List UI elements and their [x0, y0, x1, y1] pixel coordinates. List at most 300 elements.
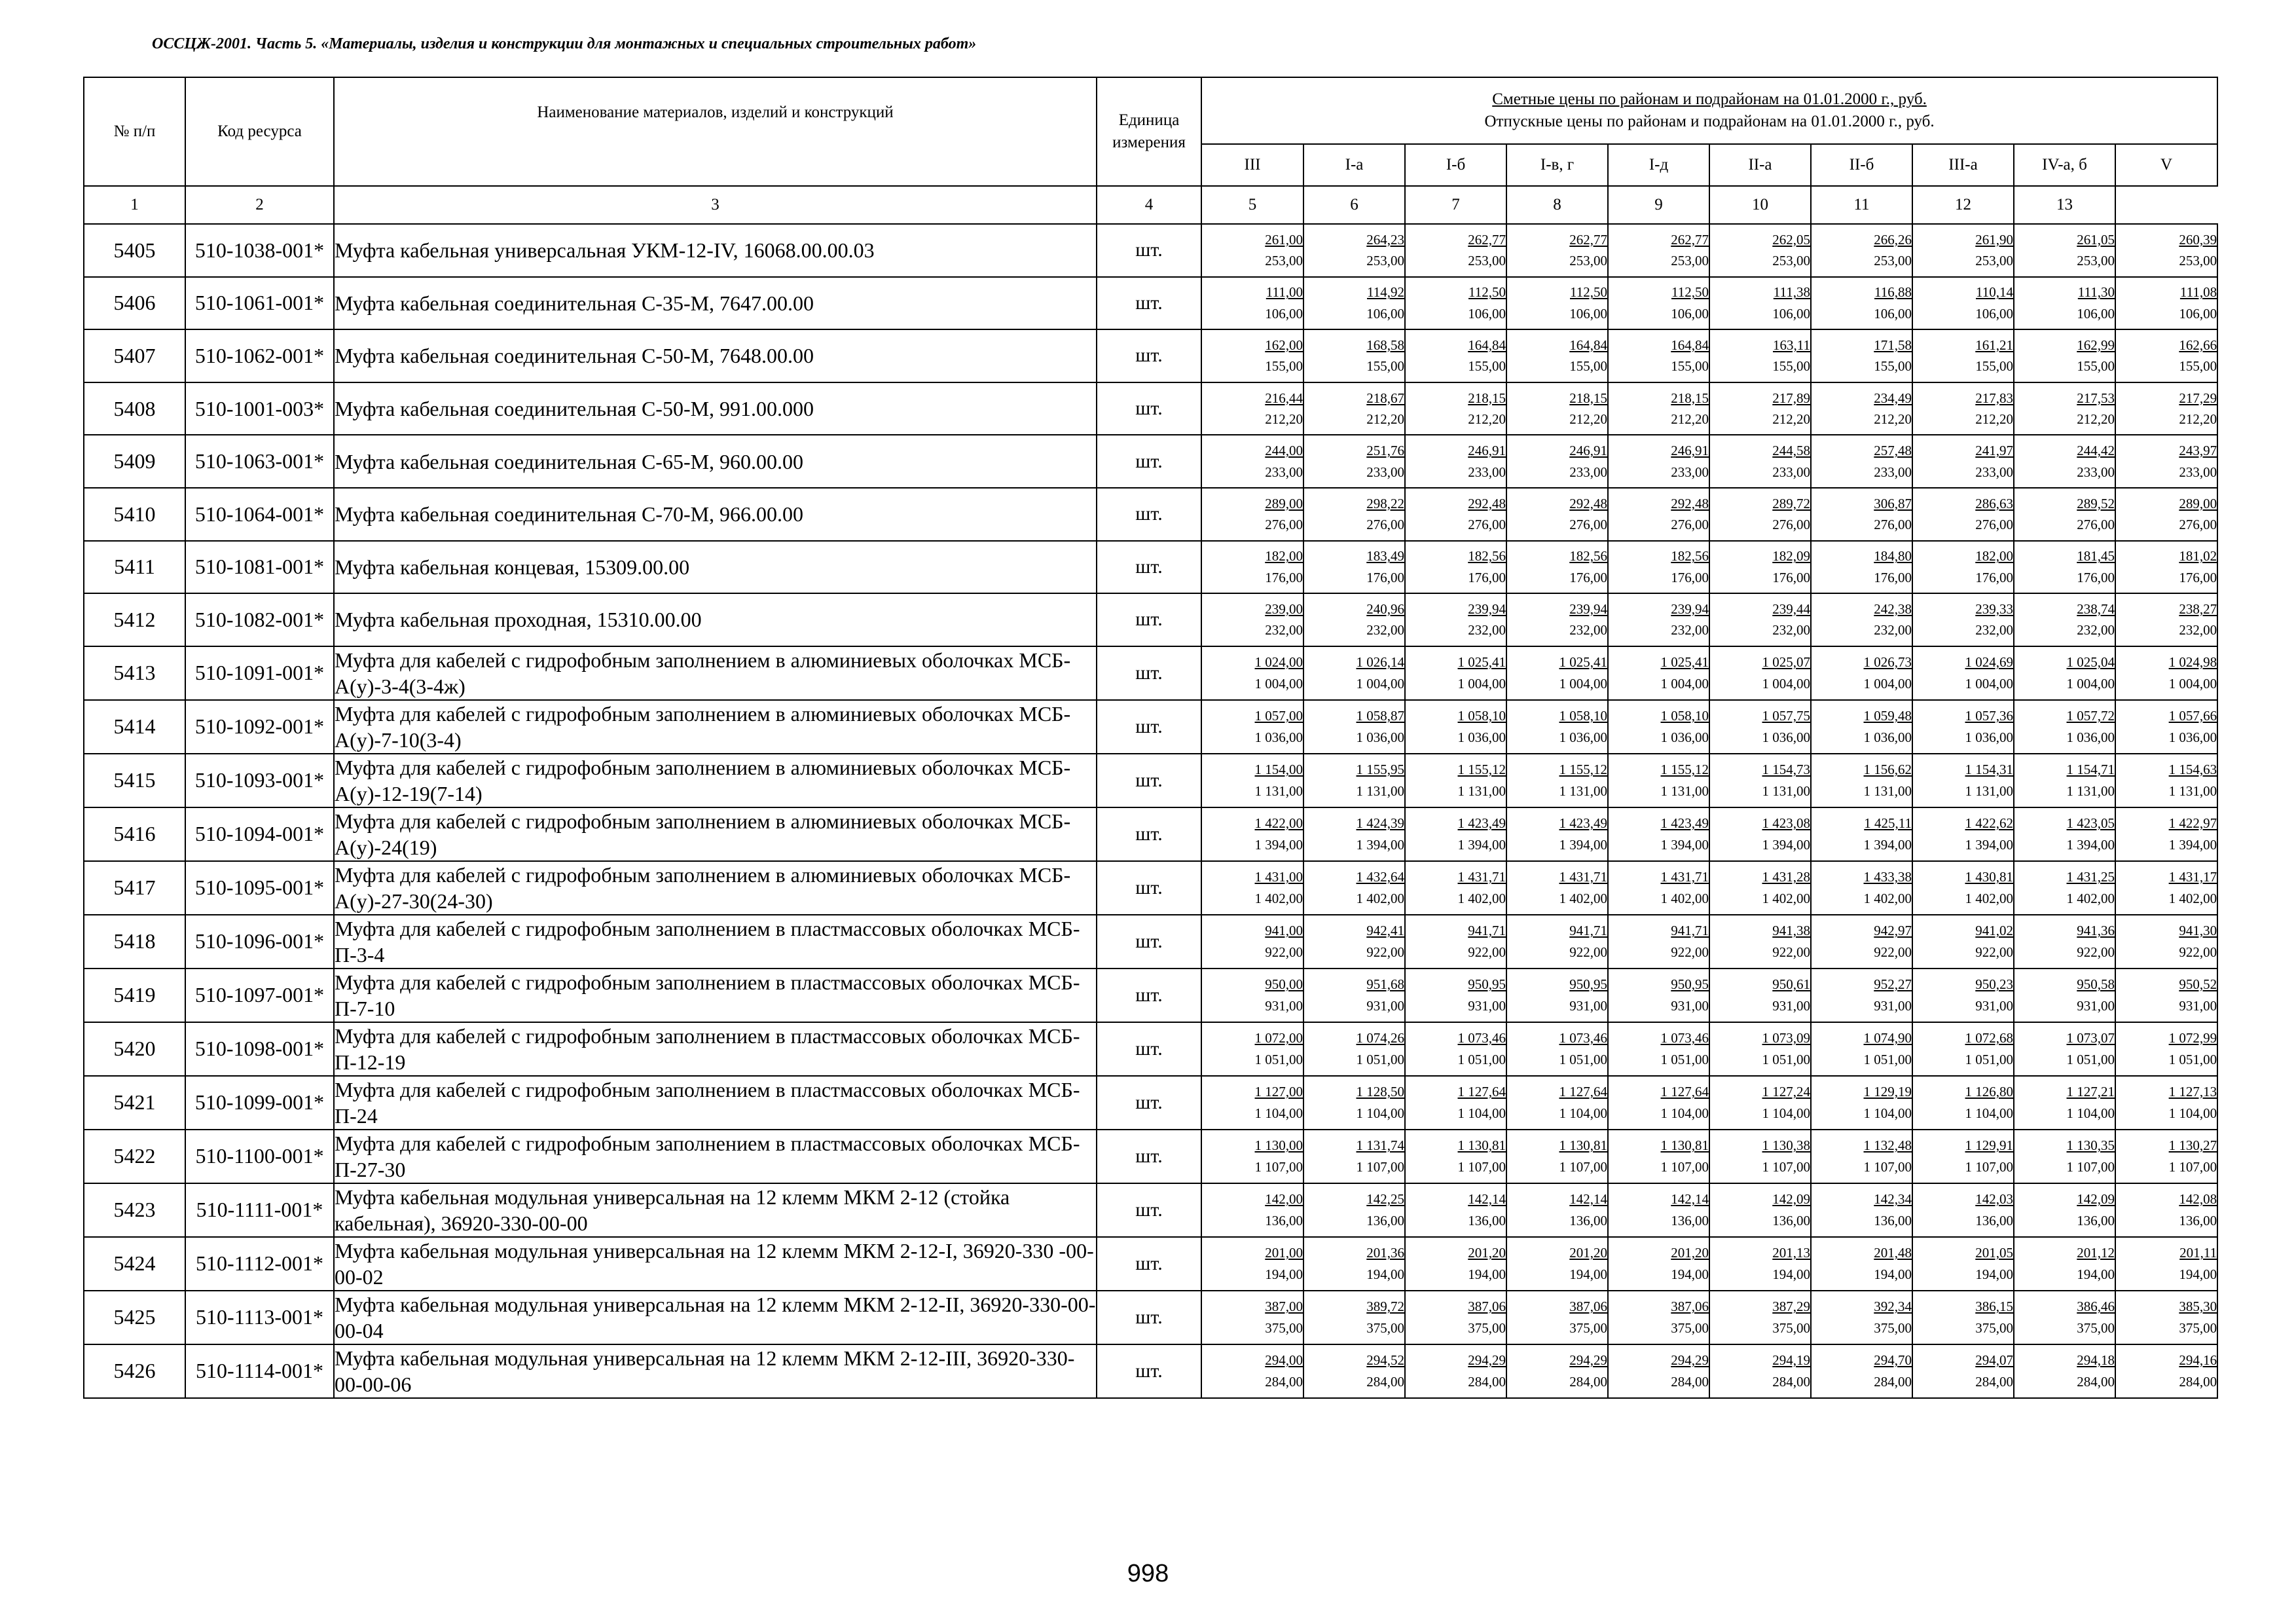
table-row	[84, 969, 2217, 1022]
estimate-price: 1 127,21	[2066, 1084, 2115, 1100]
estimate-price: 1 127,13	[2168, 1084, 2217, 1100]
release-price: 1 036,00	[1762, 729, 1810, 745]
release-price: 1 051,00	[1254, 1051, 1303, 1067]
release-price: 194,00	[2179, 1266, 2217, 1282]
release-price: 1 394,00	[1762, 836, 1810, 853]
unit-of-measure: шт.	[1097, 1130, 1201, 1183]
release-price: 136,00	[1265, 1212, 1303, 1228]
estimate-price: 289,00	[2179, 495, 2217, 511]
estimate-price: 950,95	[1671, 976, 1709, 993]
estimate-price: 246,91	[1569, 443, 1607, 459]
price-cell	[1912, 700, 2014, 754]
estimate-price: 1 057,66	[2168, 708, 2217, 724]
row-number: 5409	[84, 435, 185, 488]
release-price: 233,00	[1366, 464, 1404, 480]
release-price: 1 004,00	[1863, 675, 1912, 692]
release-price: 176,00	[1265, 569, 1303, 585]
release-price: 1 051,00	[2066, 1051, 2115, 1067]
release-price: 194,00	[1975, 1266, 2013, 1282]
price-cell	[1201, 435, 1303, 488]
region-header: I-д	[1608, 144, 1709, 186]
release-price: 1 051,00	[1356, 1051, 1404, 1067]
estimate-price: 261,90	[1975, 231, 2013, 248]
release-price: 136,00	[1772, 1212, 1810, 1228]
estimate-price: 1 058,10	[1457, 708, 1506, 724]
estimate-price: 251,76	[1366, 443, 1404, 459]
unit-of-measure: шт.	[1097, 1344, 1201, 1398]
release-price: 1 004,00	[1965, 675, 2013, 692]
estimate-price: 385,30	[2179, 1299, 2217, 1315]
price-cell	[1303, 969, 1405, 1022]
estimate-price: 950,58	[2077, 976, 2115, 993]
estimate-price: 218,15	[1569, 390, 1607, 406]
price-cell	[2115, 1130, 2217, 1183]
price-cell	[1405, 1076, 1506, 1130]
estimate-price: 1 026,14	[1356, 654, 1404, 671]
estimate-price: 142,09	[1772, 1191, 1810, 1208]
estimate-price: 112,50	[1671, 284, 1709, 301]
release-price: 284,00	[1874, 1373, 1912, 1390]
estimate-price: 306,87	[1874, 495, 1912, 511]
price-cell	[1709, 382, 1811, 435]
estimate-price: 1 072,00	[1254, 1030, 1303, 1046]
price-cell	[1303, 541, 1405, 594]
release-price: 284,00	[2077, 1373, 2115, 1390]
unit-of-measure: шт.	[1097, 1022, 1201, 1076]
resource-code: 510-1096-001*	[185, 915, 334, 969]
estimate-price: 182,56	[1671, 548, 1709, 564]
release-price: 922,00	[1874, 944, 1912, 960]
row-number: 5422	[84, 1130, 185, 1183]
release-price: 232,00	[2077, 622, 2115, 638]
price-cell	[1709, 969, 1811, 1022]
release-price: 194,00	[2077, 1266, 2115, 1282]
estimate-price: 266,26	[1874, 231, 1912, 248]
release-price: 1 107,00	[1457, 1158, 1506, 1175]
price-cell	[1811, 224, 1912, 277]
price-cell	[1811, 861, 1912, 915]
price-cell	[1506, 1291, 1608, 1344]
price-cell	[1506, 1237, 1608, 1291]
table-row	[84, 593, 2217, 646]
column-number: 3	[334, 186, 1097, 224]
release-price: 284,00	[1468, 1373, 1506, 1390]
release-price: 1 131,00	[1254, 783, 1303, 799]
price-cell	[1405, 1237, 1506, 1291]
release-price: 1 394,00	[2066, 836, 2115, 853]
price-cell	[1303, 488, 1405, 541]
release-price: 922,00	[1772, 944, 1810, 960]
resource-code: 510-1063-001*	[185, 435, 334, 488]
price-cell	[1303, 1022, 1405, 1076]
price-cell	[1506, 277, 1608, 330]
price-cell	[1709, 646, 1811, 700]
price-cell	[2014, 1022, 2115, 1076]
item-name: Муфта для кабелей с гидрофобным заполнением в пластмассовых оболочках МСБ-П-3-4	[334, 915, 1097, 969]
estimate-price: 162,66	[2179, 337, 2217, 353]
release-price: 1 004,00	[1254, 675, 1303, 692]
release-price: 931,00	[2077, 997, 2115, 1014]
estimate-price: 1 130,81	[1559, 1137, 1607, 1154]
price-cell	[1303, 1130, 1405, 1183]
estimate-price: 1 155,12	[1457, 762, 1506, 778]
release-price: 155,00	[1366, 358, 1404, 375]
price-cell	[2014, 969, 2115, 1022]
release-price: 1 402,00	[1965, 890, 2013, 906]
estimate-price: 289,72	[1772, 495, 1810, 511]
item-name: Муфта кабельная модульная универсальная на 12 клемм МКМ 2-12 (стойка кабельная), 36920-330-00-00	[334, 1183, 1097, 1237]
item-name: Муфта кабельная модульная универсальная на 12 клемм МКМ 2-12-III, 36920-330-00-00-06	[334, 1344, 1097, 1398]
price-cell	[1811, 541, 1912, 594]
resource-code: 510-1095-001*	[185, 861, 334, 915]
estimate-price: 239,94	[1468, 600, 1506, 617]
estimate-price: 1 154,63	[2168, 762, 2217, 778]
estimate-price: 239,44	[1772, 600, 1810, 617]
estimate-price: 201,00	[1265, 1245, 1303, 1261]
column-number: 9	[1608, 186, 1709, 224]
item-name: Муфта для кабелей с гидрофобным заполнением в алюминиевых оболочках МСБ-А(у)-24(19)	[334, 807, 1097, 861]
release-price: 1 004,00	[1457, 675, 1506, 692]
price-cell	[1201, 488, 1303, 541]
release-price: 1 394,00	[1660, 836, 1709, 853]
estimate-price: 112,50	[1570, 284, 1607, 301]
price-cell	[1811, 488, 1912, 541]
price-cell	[1201, 1076, 1303, 1130]
release-price: 136,00	[2077, 1212, 2115, 1228]
price-cell	[1811, 382, 1912, 435]
price-cell	[1303, 1237, 1405, 1291]
price-cell	[2115, 754, 2217, 807]
release-price: 922,00	[1975, 944, 2013, 960]
price-cell	[1303, 1344, 1405, 1398]
estimate-price: 114,92	[1367, 284, 1404, 301]
price-cell	[2014, 224, 2115, 277]
estimate-price: 261,00	[1265, 231, 1303, 248]
price-cell	[1811, 1291, 1912, 1344]
release-price: 1 051,00	[1457, 1051, 1506, 1067]
estimate-price: 1 430,81	[1965, 869, 2013, 885]
release-price: 106,00	[2077, 305, 2115, 322]
column-number: 8	[1506, 186, 1608, 224]
release-price: 1 036,00	[1863, 729, 1912, 745]
estimate-price: 1 155,12	[1660, 762, 1709, 778]
estimate-price: 950,23	[1975, 976, 2013, 993]
estimate-price: 171,58	[1874, 337, 1912, 353]
price-cell	[1303, 646, 1405, 700]
price-cell	[1506, 1022, 1608, 1076]
release-price: 212,20	[1468, 411, 1506, 428]
estimate-price: 1 156,62	[1863, 762, 1912, 778]
row-number: 5405	[84, 224, 185, 277]
release-price: 136,00	[1874, 1212, 1912, 1228]
unit-of-measure: шт.	[1097, 1183, 1201, 1237]
release-price: 1 107,00	[1660, 1158, 1709, 1175]
resource-code: 510-1113-001*	[185, 1291, 334, 1344]
price-cell	[1608, 435, 1709, 488]
release-price: 1 394,00	[1457, 836, 1506, 853]
region-header: I-а	[1303, 144, 1405, 186]
price-cell	[2115, 382, 2217, 435]
price-cell	[1405, 593, 1506, 646]
release-price: 284,00	[1975, 1373, 2013, 1390]
row-number: 5408	[84, 382, 185, 435]
release-price: 922,00	[1468, 944, 1506, 960]
release-price: 1 036,00	[1254, 729, 1303, 745]
estimate-price: 246,91	[1671, 443, 1709, 459]
price-cell	[1709, 435, 1811, 488]
price-cell	[1201, 1130, 1303, 1183]
price-cell	[2115, 435, 2217, 488]
release-price: 1 402,00	[1356, 890, 1404, 906]
release-price: 284,00	[1671, 1373, 1709, 1390]
resource-code: 510-1061-001*	[185, 277, 334, 330]
estimate-price: 262,05	[1772, 231, 1810, 248]
release-price: 931,00	[1366, 997, 1404, 1014]
estimate-price: 294,00	[1265, 1352, 1303, 1369]
header-row-column-numbers	[84, 186, 2217, 224]
price-cell	[1912, 646, 2014, 700]
price-cell	[1608, 1022, 1709, 1076]
release-price: 155,00	[1772, 358, 1810, 375]
price-cell	[1912, 329, 2014, 382]
resource-code: 510-1038-001*	[185, 224, 334, 277]
estimate-price: 387,06	[1671, 1299, 1709, 1315]
release-price: 1 131,00	[1356, 783, 1404, 799]
price-cell	[2115, 1076, 2217, 1130]
release-price: 1 131,00	[2168, 783, 2217, 799]
release-price: 233,00	[1468, 464, 1506, 480]
release-price: 922,00	[2077, 944, 2115, 960]
release-price: 106,00	[1874, 305, 1912, 322]
release-price: 1 402,00	[1559, 890, 1607, 906]
release-price: 155,00	[1975, 358, 2013, 375]
release-price: 233,00	[1772, 464, 1810, 480]
release-price: 1 107,00	[1254, 1158, 1303, 1175]
item-name: Муфта кабельная соединительная С-65-М, 960.00.00	[334, 435, 1097, 488]
price-cell	[1201, 1344, 1303, 1398]
price-cell	[1811, 700, 1912, 754]
estimate-price: 1 074,90	[1863, 1030, 1912, 1046]
release-price: 375,00	[1366, 1320, 1404, 1336]
estimate-price: 142,34	[1874, 1191, 1912, 1208]
price-cell	[1608, 382, 1709, 435]
price-cell	[1201, 646, 1303, 700]
release-price: 176,00	[1366, 569, 1404, 585]
release-price: 233,00	[2077, 464, 2115, 480]
estimate-price: 1 422,00	[1254, 815, 1303, 832]
release-price: 922,00	[2179, 944, 2217, 960]
price-cell	[1201, 700, 1303, 754]
header-prices-group	[1201, 77, 2217, 144]
release-price: 931,00	[1265, 997, 1303, 1014]
price-cell	[1506, 488, 1608, 541]
item-name: Муфта для кабелей с гидрофобным заполнением в пластмассовых оболочках МСБ-П-12-19	[334, 1022, 1097, 1076]
price-cell	[1405, 969, 1506, 1022]
unit-of-measure: шт.	[1097, 277, 1201, 330]
estimate-price: 941,30	[2179, 923, 2217, 939]
estimate-price: 1 127,64	[1660, 1084, 1709, 1100]
price-cell	[1303, 1076, 1405, 1130]
price-cell	[1608, 1076, 1709, 1130]
estimate-price: 941,71	[1569, 923, 1607, 939]
estimate-price: 1 130,81	[1457, 1137, 1506, 1154]
price-cell	[1506, 541, 1608, 594]
price-cell	[2014, 807, 2115, 861]
estimate-price: 201,20	[1569, 1245, 1607, 1261]
price-cell	[1912, 277, 2014, 330]
unit-of-measure: шт.	[1097, 1291, 1201, 1344]
price-cell	[1303, 700, 1405, 754]
column-number: 12	[1912, 186, 2014, 224]
price-cell	[1506, 1344, 1608, 1398]
release-price: 1 004,00	[2168, 675, 2217, 692]
estimate-price: 1 073,46	[1559, 1030, 1607, 1046]
table-row	[84, 1237, 2217, 1291]
unit-of-measure: шт.	[1097, 1237, 1201, 1291]
price-cell	[2014, 329, 2115, 382]
estimate-price: 181,45	[2077, 548, 2115, 564]
price-cell	[1709, 1076, 1811, 1130]
price-cell	[1201, 593, 1303, 646]
estimate-price: 942,97	[1874, 923, 1912, 939]
estimate-price: 201,05	[1975, 1245, 2013, 1261]
release-price: 931,00	[1874, 997, 1912, 1014]
release-price: 233,00	[1265, 464, 1303, 480]
estimate-price: 238,27	[2179, 600, 2217, 617]
unit-of-measure: шт.	[1097, 646, 1201, 700]
estimate-price: 294,18	[2077, 1352, 2115, 1369]
release-price: 276,00	[2077, 517, 2115, 533]
release-price: 136,00	[1569, 1212, 1607, 1228]
price-cell	[2014, 541, 2115, 594]
release-price: 1 104,00	[2168, 1105, 2217, 1121]
release-price: 212,20	[1772, 411, 1810, 428]
prices-title: Сметные цены по районам и подрайонам на 01.01.2000 г., руб.	[1492, 90, 1927, 109]
release-price: 1 036,00	[2066, 729, 2115, 745]
release-price: 106,00	[1671, 305, 1709, 322]
estimate-price: 950,61	[1772, 976, 1810, 993]
price-cell	[2115, 915, 2217, 969]
price-cell	[1608, 277, 1709, 330]
price-cell	[2115, 593, 2217, 646]
row-number: 5407	[84, 329, 185, 382]
release-price: 1 131,00	[1762, 783, 1810, 799]
release-price: 1 107,00	[1356, 1158, 1404, 1175]
resource-code: 510-1092-001*	[185, 700, 334, 754]
price-cell	[1912, 1291, 2014, 1344]
item-name: Муфта кабельная концевая, 15309.00.00	[334, 541, 1097, 594]
release-price: 1 051,00	[1965, 1051, 2013, 1067]
estimate-price: 1 072,99	[2168, 1030, 2217, 1046]
estimate-price: 111,08	[2179, 284, 2217, 301]
item-name: Муфта для кабелей с гидрофобным заполнением в алюминиевых оболочках МСБ-А(у)-27-30(24-30)	[334, 861, 1097, 915]
estimate-price: 142,00	[1265, 1191, 1303, 1208]
release-price: 155,00	[1874, 358, 1912, 375]
price-cell	[1506, 329, 1608, 382]
estimate-price: 1 128,50	[1356, 1084, 1404, 1100]
release-price: 253,00	[1468, 253, 1506, 269]
price-cell	[1608, 541, 1709, 594]
estimate-price: 1 058,87	[1356, 708, 1404, 724]
row-number: 5420	[84, 1022, 185, 1076]
row-number: 5425	[84, 1291, 185, 1344]
price-cell	[1201, 277, 1303, 330]
price-cell	[2014, 382, 2115, 435]
release-price: 106,00	[1366, 305, 1404, 322]
estimate-price: 1 154,73	[1762, 762, 1810, 778]
price-cell	[1201, 329, 1303, 382]
price-cell	[1709, 1344, 1811, 1398]
release-price: 1 104,00	[2066, 1105, 2115, 1121]
row-number: 5416	[84, 807, 185, 861]
estimate-price: 201,11	[2179, 1245, 2217, 1261]
estimate-price: 1 154,31	[1965, 762, 2013, 778]
resource-code: 510-1064-001*	[185, 488, 334, 541]
estimate-price: 1 423,49	[1660, 815, 1709, 832]
region-header: I-б	[1405, 144, 1506, 186]
estimate-price: 241,97	[1975, 443, 2013, 459]
release-price: 1 107,00	[2168, 1158, 2217, 1175]
estimate-price: 164,84	[1569, 337, 1607, 353]
release-price: 176,00	[1671, 569, 1709, 585]
price-table	[83, 77, 2218, 1399]
estimate-price: 1 058,10	[1660, 708, 1709, 724]
release-price: 284,00	[1265, 1373, 1303, 1390]
price-cell	[1405, 915, 1506, 969]
estimate-price: 1 073,46	[1660, 1030, 1709, 1046]
price-cell	[1303, 224, 1405, 277]
estimate-price: 942,41	[1366, 923, 1404, 939]
table-row	[84, 435, 2217, 488]
estimate-price: 950,95	[1569, 976, 1607, 993]
release-price: 1 394,00	[1965, 836, 2013, 853]
estimate-price: 1 024,69	[1965, 654, 2013, 671]
release-price: 1 051,00	[1863, 1051, 1912, 1067]
release-price: 176,00	[1468, 569, 1506, 585]
estimate-price: 239,94	[1671, 600, 1709, 617]
release-price: 155,00	[1265, 358, 1303, 375]
estimate-price: 1 425,11	[1864, 815, 1912, 832]
release-price: 155,00	[2179, 358, 2217, 375]
price-cell	[1912, 593, 2014, 646]
estimate-price: 1 073,07	[2066, 1030, 2115, 1046]
row-number: 5410	[84, 488, 185, 541]
release-price: 194,00	[1366, 1266, 1404, 1282]
table-row	[84, 541, 2217, 594]
estimate-price: 1 057,72	[2066, 708, 2115, 724]
release-price: 233,00	[1874, 464, 1912, 480]
price-cell	[1405, 1344, 1506, 1398]
price-cell	[1201, 224, 1303, 277]
price-cell	[1405, 861, 1506, 915]
table-row	[84, 807, 2217, 861]
estimate-price: 1 127,00	[1254, 1084, 1303, 1100]
estimate-price: 387,29	[1772, 1299, 1810, 1315]
estimate-price: 1 433,38	[1863, 869, 1912, 885]
estimate-price: 1 024,00	[1254, 654, 1303, 671]
estimate-price: 262,77	[1468, 231, 1506, 248]
estimate-price: 294,70	[1874, 1352, 1912, 1369]
release-price: 232,00	[1874, 622, 1912, 638]
release-price: 375,00	[1265, 1320, 1303, 1336]
release-price: 1 107,00	[1762, 1158, 1810, 1175]
region-header: II-б	[1811, 144, 1912, 186]
column-number: 11	[1811, 186, 1912, 224]
release-price: 1 004,00	[1762, 675, 1810, 692]
unit-of-measure: шт.	[1097, 861, 1201, 915]
row-number: 5426	[84, 1344, 185, 1398]
price-cell	[1405, 329, 1506, 382]
